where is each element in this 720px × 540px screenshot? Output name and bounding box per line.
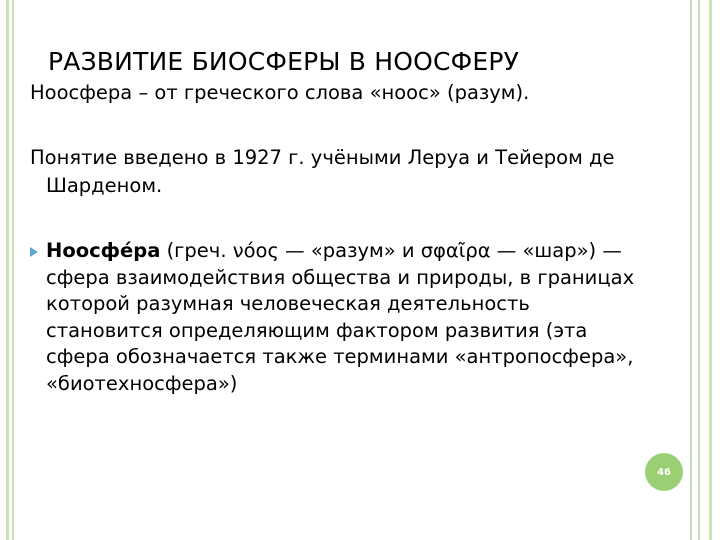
bullet-arrow-icon — [30, 247, 38, 257]
paragraph-origin: Понятие введено в 1927 г. учёными Леруа и Тейером де Шарденом. — [30, 146, 615, 197]
bullet-term: Ноосфе́ра — [46, 239, 161, 262]
page-number-badge: 46 — [645, 453, 683, 491]
bullet-paragraph — [46, 238, 650, 397]
bullet-item — [30, 238, 650, 397]
paragraph-definition: Ноосфера – от греческого слова «ноос» (разум). — [30, 81, 530, 104]
right-border-middle — [698, 0, 700, 540]
right-border-outer — [709, 0, 712, 540]
right-border-inner — [690, 0, 692, 540]
left-border-outer — [6, 0, 9, 540]
left-border-inner — [12, 0, 14, 540]
bullet-definition: (греч. νόος — «разум» и σφαῖρα — «шар») — сфера взаимодействия общества и природы, в границах которой разумная человеческая деятельность становится определяющим фактором развития (эта сфера обозначается также терминами «антропосфера», «биотехносфера») — [46, 239, 635, 395]
slide-title: РАЗВИТИЕ БИОСФЕРЫ В НООСФЕРУ — [48, 46, 520, 76]
